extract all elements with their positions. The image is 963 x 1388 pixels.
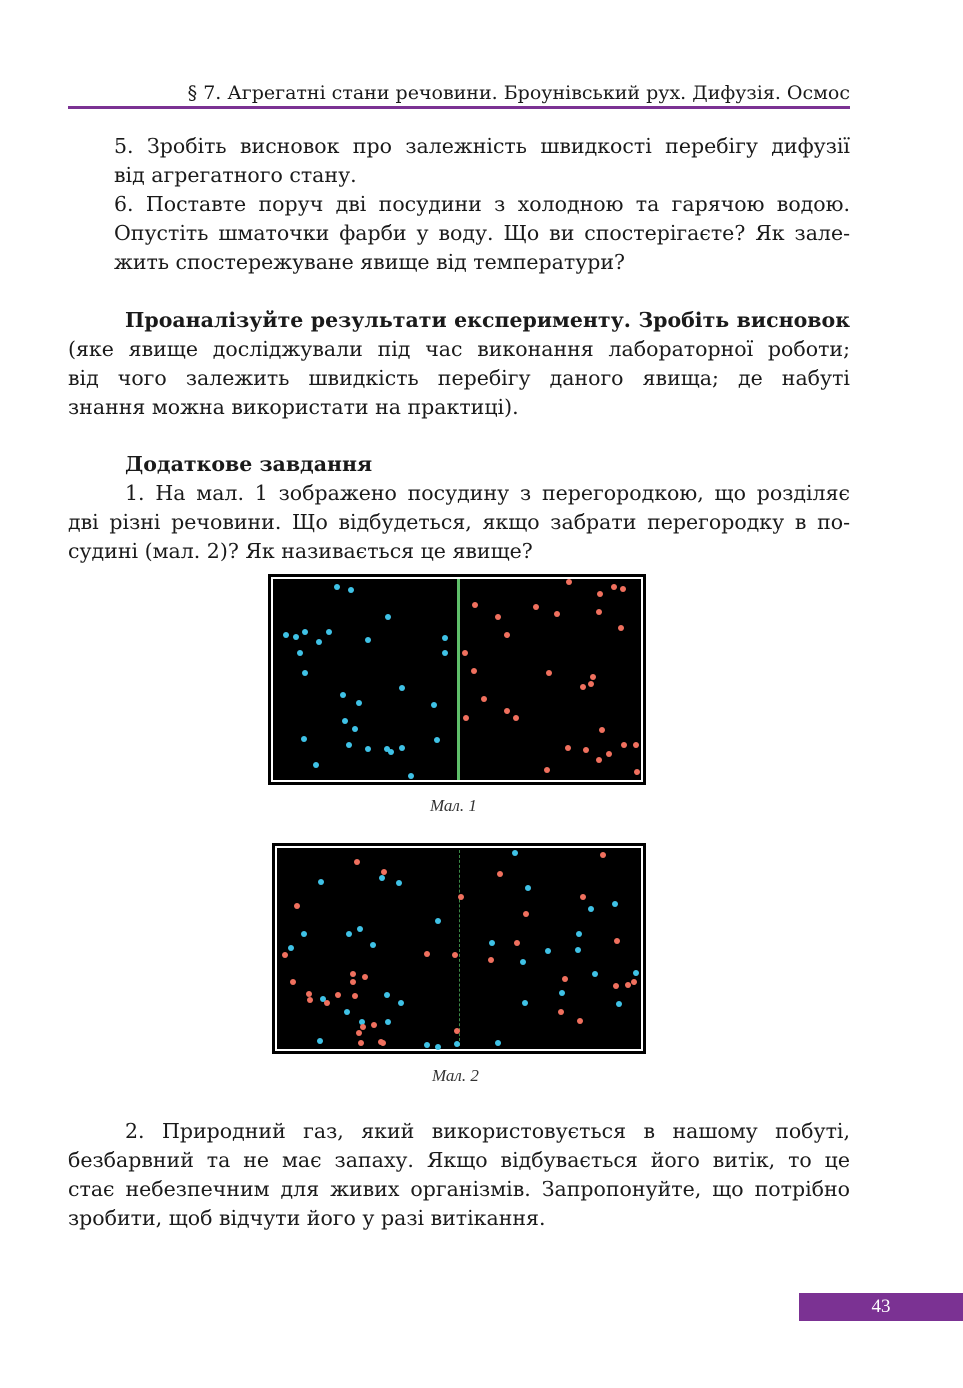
blue-particle [522, 1000, 528, 1006]
partition-wall [457, 579, 460, 780]
blue-particle [283, 632, 289, 638]
blue-particle [301, 736, 307, 742]
analysis-paragraph [68, 306, 850, 422]
red-particle [452, 952, 458, 958]
blue-particle [454, 1041, 460, 1047]
figure-2-mixed-vessel [272, 843, 646, 1054]
red-particle [371, 1022, 377, 1028]
red-particle [324, 1000, 330, 1006]
page-number: 43 [799, 1293, 963, 1321]
blue-particle [316, 639, 322, 645]
blue-particle [288, 945, 294, 951]
red-particle [290, 979, 296, 985]
analysis-line: (яке явище досліджували під час виконання лабораторної роботи; [68, 337, 850, 361]
red-particle [597, 591, 603, 597]
step-5-line: від агрегатного стану. [114, 163, 357, 187]
red-particle [354, 859, 360, 865]
red-particle [497, 871, 503, 877]
red-particle [554, 611, 560, 617]
blue-particle [385, 614, 391, 620]
blue-particle [545, 948, 551, 954]
task-2-line: зробити, щоб відчути його у разі витікання. [68, 1206, 546, 1230]
extra-task-title: Додаткове завдання [125, 452, 373, 476]
red-particle [625, 982, 631, 988]
extra-task-heading [68, 450, 850, 479]
blue-particle [442, 650, 448, 656]
blue-particle [408, 773, 414, 779]
red-particle [583, 747, 589, 753]
blue-particle [379, 875, 385, 881]
blue-particle [384, 992, 390, 998]
blue-particle [342, 718, 348, 724]
red-particle [380, 1040, 386, 1046]
step-6-line: 6. Поставте поруч дві посудини з холодною та гарячою водою. [114, 192, 850, 216]
blue-particle [435, 918, 441, 924]
red-particle [596, 757, 602, 763]
step-6-line: жить спостережуване явище від температури? [114, 250, 626, 274]
red-particle [580, 894, 586, 900]
red-particle [472, 602, 478, 608]
blue-particle [633, 970, 639, 976]
red-particle [565, 745, 571, 751]
red-particle [580, 684, 586, 690]
red-particle [562, 976, 568, 982]
red-particle [360, 1024, 366, 1030]
blue-particle [396, 880, 402, 886]
blue-particle [424, 1042, 430, 1048]
blue-particle [442, 635, 448, 641]
task-1-line: судині (мал. 2)? Як називається це явище? [68, 539, 533, 563]
blue-particle [576, 931, 582, 937]
blue-particle [313, 762, 319, 768]
blue-particle [346, 931, 352, 937]
blue-particle [489, 940, 495, 946]
red-particle [588, 681, 594, 687]
blue-particle [318, 879, 324, 885]
red-particle [282, 952, 288, 958]
red-particle [481, 696, 487, 702]
blue-particle [346, 742, 352, 748]
red-particle [358, 1040, 364, 1046]
blue-particle [352, 726, 358, 732]
red-particle [350, 971, 356, 977]
blue-particle [525, 885, 531, 891]
red-particle [613, 983, 619, 989]
red-particle [362, 974, 368, 980]
red-particle [488, 957, 494, 963]
figure-1-vessel-with-partition [268, 574, 646, 785]
red-particle [618, 625, 624, 631]
step-6 [68, 190, 850, 277]
red-particle [356, 1030, 362, 1036]
blue-particle [370, 942, 376, 948]
header-rule [68, 106, 850, 109]
red-particle [606, 751, 612, 757]
blue-particle [588, 906, 594, 912]
red-particle [306, 991, 312, 997]
red-particle [350, 979, 356, 985]
red-particle [558, 1009, 564, 1015]
task-2-line: безбарвний та не має запаху. Якщо відбувається його витік, то це [68, 1148, 850, 1172]
blue-particle [385, 1019, 391, 1025]
red-particle [513, 715, 519, 721]
blue-particle [365, 637, 371, 643]
red-particle [352, 993, 358, 999]
red-particle [514, 940, 520, 946]
analysis-line: від чого залежить швидкість перебігу даного явища; де набуті [68, 366, 850, 390]
blue-particle [302, 670, 308, 676]
red-particle [590, 674, 596, 680]
blue-particle [356, 700, 362, 706]
blue-particle [340, 692, 346, 698]
step-6-line: Опустіть шматочки фарби у воду. Що ви спостерігаєте? Як зале- [114, 221, 850, 245]
red-particle [335, 992, 341, 998]
blue-particle [435, 1044, 441, 1050]
running-header: § 7. Агрегатні стани речовини. Броунівський рух. Дифузія. Осмос [187, 82, 850, 104]
blue-particle [612, 901, 618, 907]
task-1-line: дві різні речовини. Що відбудеться, якщо забрати перегородку в по- [68, 510, 850, 534]
blue-particle [302, 629, 308, 635]
task-2-line: стає небезпечним для живих організмів. Запропонуйте, що потрібно [68, 1177, 850, 1201]
red-particle [504, 708, 510, 714]
blue-particle [575, 947, 581, 953]
task-1 [68, 479, 850, 566]
red-particle [620, 586, 626, 592]
red-particle [614, 938, 620, 944]
removed-partition-trace [459, 850, 460, 1046]
blue-particle [398, 1000, 404, 1006]
red-particle [458, 894, 464, 900]
red-particle [599, 727, 605, 733]
red-particle [471, 668, 477, 674]
analysis-bold-lead: Проаналізуйте результати експерименту. Зробіть висновок [125, 308, 850, 332]
red-particle [544, 767, 550, 773]
red-particle [495, 614, 501, 620]
red-particle [600, 852, 606, 858]
red-particle [381, 869, 387, 875]
task-2-line: 2. Природний газ, який використовується в нашому побуті, [125, 1119, 850, 1143]
red-particle [533, 604, 539, 610]
blue-particle [293, 634, 299, 640]
red-particle [633, 742, 639, 748]
red-particle [294, 903, 300, 909]
blue-particle [559, 990, 565, 996]
blue-particle [388, 749, 394, 755]
blue-particle [431, 702, 437, 708]
blue-particle [326, 629, 332, 635]
blue-particle [297, 650, 303, 656]
blue-particle [301, 931, 307, 937]
red-particle [566, 579, 572, 585]
blue-particle [357, 926, 363, 932]
red-particle [504, 632, 510, 638]
figure-1-caption: Мал. 1 [430, 796, 477, 815]
blue-particle [344, 1009, 350, 1015]
blue-particle [520, 959, 526, 965]
blue-particle [399, 745, 405, 751]
blue-particle [334, 584, 340, 590]
red-particle [463, 715, 469, 721]
step-5 [68, 132, 850, 190]
analysis-line: знання можна використати на практиці). [68, 395, 519, 419]
red-particle [621, 742, 627, 748]
red-particle [523, 911, 529, 917]
red-particle [424, 951, 430, 957]
figure-2-caption: Мал. 2 [432, 1066, 479, 1085]
blue-particle [434, 737, 440, 743]
red-particle [462, 650, 468, 656]
blue-particle [616, 1001, 622, 1007]
red-particle [577, 1018, 583, 1024]
blue-particle [399, 685, 405, 691]
red-particle [454, 1028, 460, 1034]
red-particle [546, 670, 552, 676]
task-2 [68, 1117, 850, 1233]
blue-particle [512, 850, 518, 856]
red-particle [611, 584, 617, 590]
task-1-line: 1. На мал. 1 зображено посудину з перегородкою, що розділяє [125, 481, 850, 505]
red-particle [634, 769, 640, 775]
red-particle [631, 979, 637, 985]
blue-particle [592, 971, 598, 977]
red-particle [596, 609, 602, 615]
blue-particle [317, 1038, 323, 1044]
blue-particle [365, 746, 371, 752]
blue-particle [495, 1040, 501, 1046]
step-5-line: 5. Зробіть висновок про залежність швидкості перебігу дифузії [114, 134, 850, 158]
blue-particle [348, 587, 354, 593]
red-particle [307, 997, 313, 1003]
